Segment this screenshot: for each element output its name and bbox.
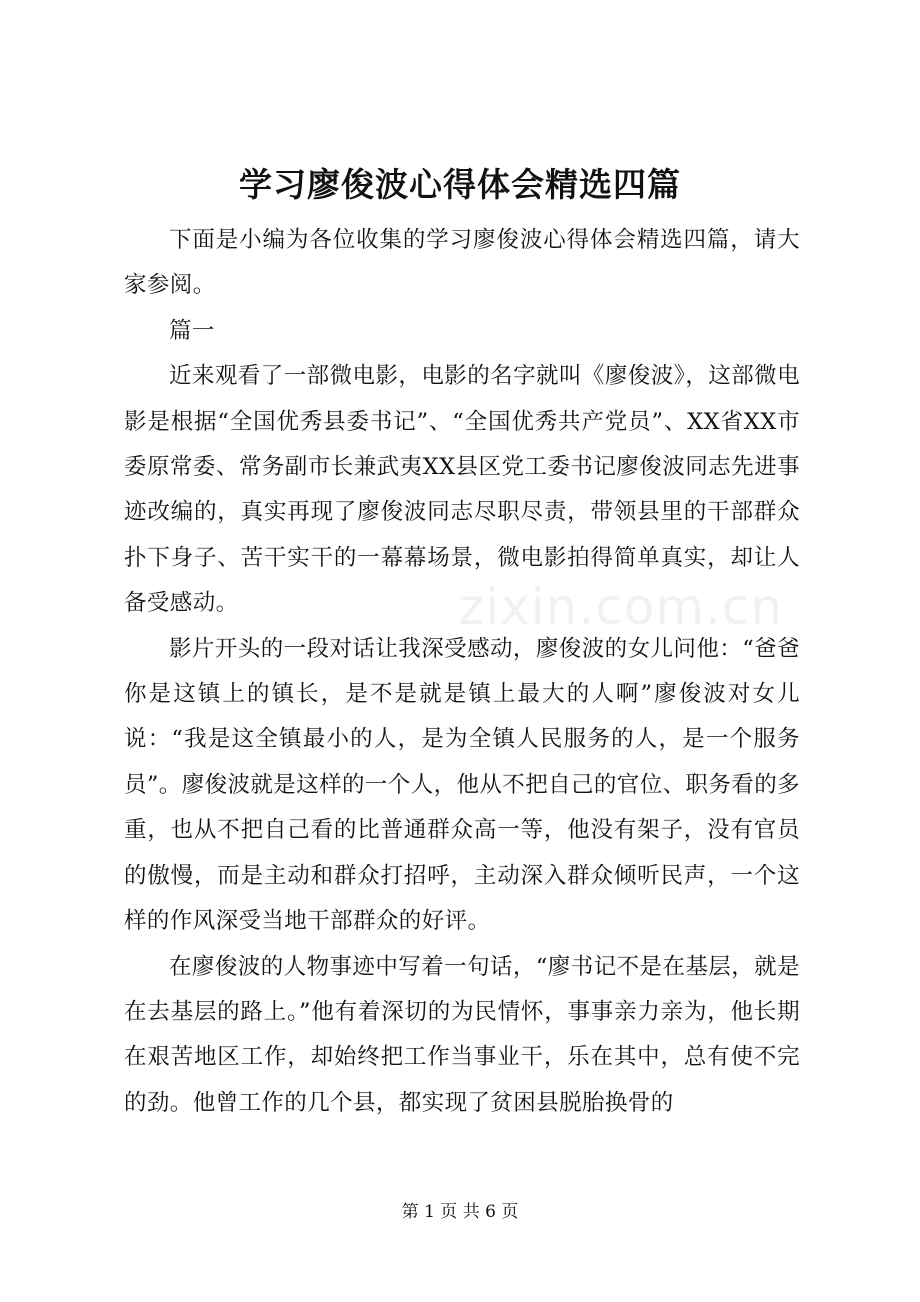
document-body <box>124 218 800 1126</box>
section-heading: 篇一 <box>169 317 215 344</box>
body-paragraph-3: 在廖俊波的人物事迹中写着一句话，“廖书记不是在基层，就是在去基层的路上。”他有着深切的为民情怀，事事亲力亲为，他长期在艰苦地区工作，却始终把工作当事业干，乐在其中，总有使不完的劲。他曾工作的几个县，都实现了贫困县脱胎换骨的 <box>124 953 800 1116</box>
document-title: 学习廖俊波心得体会精选四篇 <box>239 165 681 204</box>
intro-paragraph: 下面是小编为各位收集的学习廖俊波心得体会精选四篇，请大家参阅。 <box>124 227 800 299</box>
body-paragraph-1: 近来观看了一部微电影，电影的名字就叫《廖俊波》，这部微电影是根据“全国优秀县委书记”、“全国优秀共产党员”、XX省XX市委原常委、常务副市长兼武夷XX县区党工委书记廖俊波同志先进事迹改编的，真实再现了廖俊波同志尽职尽责，带领县里的干部群众扑下身子、苦干实干的一幕幕场景，微电影拍得简单真实，却让人备受感动。 <box>124 363 800 617</box>
body-paragraph-2: 影片开头的一段对话让我深受感动，廖俊波的女儿问他：“爸爸你是这镇上的镇长，是不是就是镇上最大的人啊”廖俊波对女儿说：“我是这全镇最小的人，是为全镇人民服务的人，是一个服务员”。廖俊波就是这样的一个人，他从不把自己的官位、职务看的多重，也从不把自己看的比普通群众高一等，他没有架子，没有官员的傲慢，而是主动和群众打招呼，主动深入群众倾听民声，一个这样的作风深受当地干部群众的好评。 <box>124 635 801 935</box>
watermark: zixin.com.cn <box>458 578 784 636</box>
page-footer: 第 1 页 共 6 页 <box>401 1202 519 1222</box>
